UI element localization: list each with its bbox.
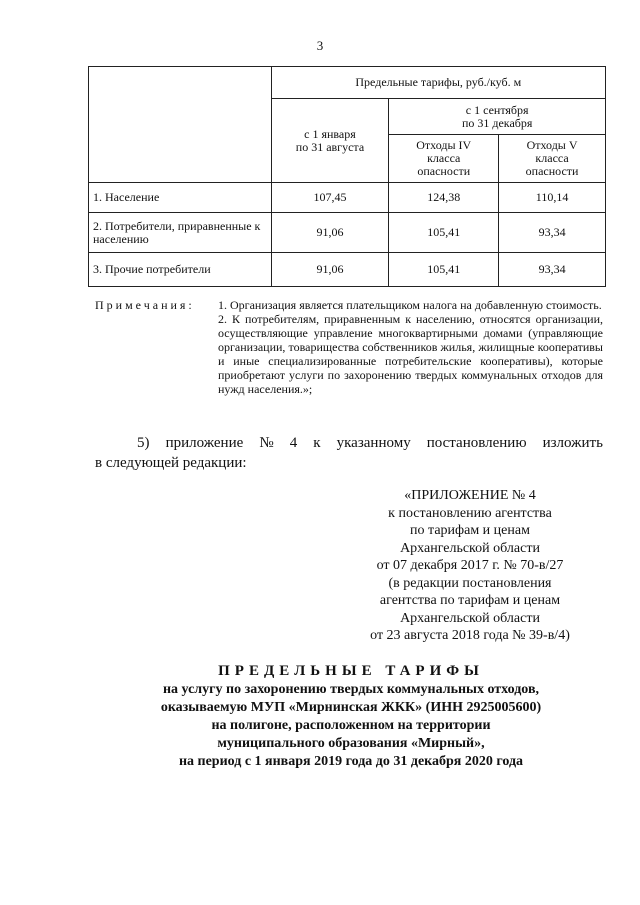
appendix-line: к постановлению агентства [388,505,552,521]
notes-label: Примечания: [95,298,195,312]
row-value: 105,41 [389,253,499,287]
tariff-table [88,66,606,287]
table-header-main: Предельные тарифы, руб./куб. м [271,67,605,99]
amendment-word: № [259,435,274,451]
appendix-line: от 07 декабря 2017 г. № 70-в/27 [376,558,564,573]
row-value: 91,06 [271,253,389,287]
appendix-line: агентства по тарифам и ценам [379,593,561,608]
amendment-word: постановлению [426,435,527,451]
appendix-line: от 23 августа 2018 года № 39-в/4) [370,628,570,643]
amendment-word: изложить [542,435,603,451]
amendment-word: указанному [336,435,411,451]
row-label: 1. Население [89,183,272,213]
amendment-paragraph [95,433,603,473]
appendix-line: Архангельской области [400,610,540,626]
table-header-class-5: Отходы V класса опасности [499,135,606,183]
note-item: 2. К потребителям, приравненным к населению, относятся организации, осуществляющие управление многоквартирными домами (управляющие организации, товарищества собственников жилья, жилищные кооперативы и иные специализированные потребительские кооперативы), которые приобретают услуги по захоронению твердых коммунальных отходов для нужд населения.»; [218,312,603,396]
table-corner-cell [89,67,272,183]
row-value: 91,06 [271,213,389,253]
table-header-period-1: с 1 января по 31 августа [271,99,389,183]
row-value: 105,41 [389,213,499,253]
table-header-period-2: с 1 сентября по 31 декабря [389,99,606,135]
table-row [89,253,606,287]
table-header-class-4: Отходы IV класса опасности [389,135,499,183]
row-label: 2. Потребители, приравненные к населению [89,213,272,253]
heading-line: муниципального образования «Мирный», [217,736,485,751]
row-value: 93,34 [499,213,606,253]
heading-title: ПРЕДЕЛЬНЫЕ ТАРИФЫ [218,663,484,679]
heading-line: на период с 1 января 2019 года до 31 декабря 2020 года [178,754,524,769]
row-value: 110,14 [499,183,606,213]
appendix-line: Архангельской области [400,540,540,556]
amendment-line-2: в следующей редакции: [95,455,247,471]
row-label: 3. Прочие потребители [89,253,272,287]
heading-line: на услугу по захоронению твердых коммунальных отходов, [162,682,540,697]
row-value: 107,45 [271,183,389,213]
amendment-line-1 [95,433,603,453]
amendment-word: 5) [137,435,150,451]
appendix-line: по тарифам и ценам [410,523,530,538]
appendix-line: (в редакции постановления [388,575,552,591]
appendix-line: «ПРИЛОЖЕНИЕ № 4 [404,488,536,503]
amendment-word: 4 [289,435,298,451]
appendix-block [330,487,610,645]
heading-line: оказываемую МУП «Мирнинская ЖКК» (ИНН 2925005600) [160,700,542,715]
row-value: 93,34 [499,253,606,287]
amendment-word: к [313,435,321,451]
notes-body [218,298,603,396]
note-item: 1. Организация является плательщиком налога на добавленную стоимость. [218,298,602,312]
row-value: 124,38 [389,183,499,213]
table-row [89,183,606,213]
page-number: 3 [316,38,324,53]
heading-line: на полигоне, расположенном на территории [211,718,491,733]
table-row [89,213,606,253]
amendment-word: приложение [165,435,244,451]
tariff-heading [95,662,607,771]
